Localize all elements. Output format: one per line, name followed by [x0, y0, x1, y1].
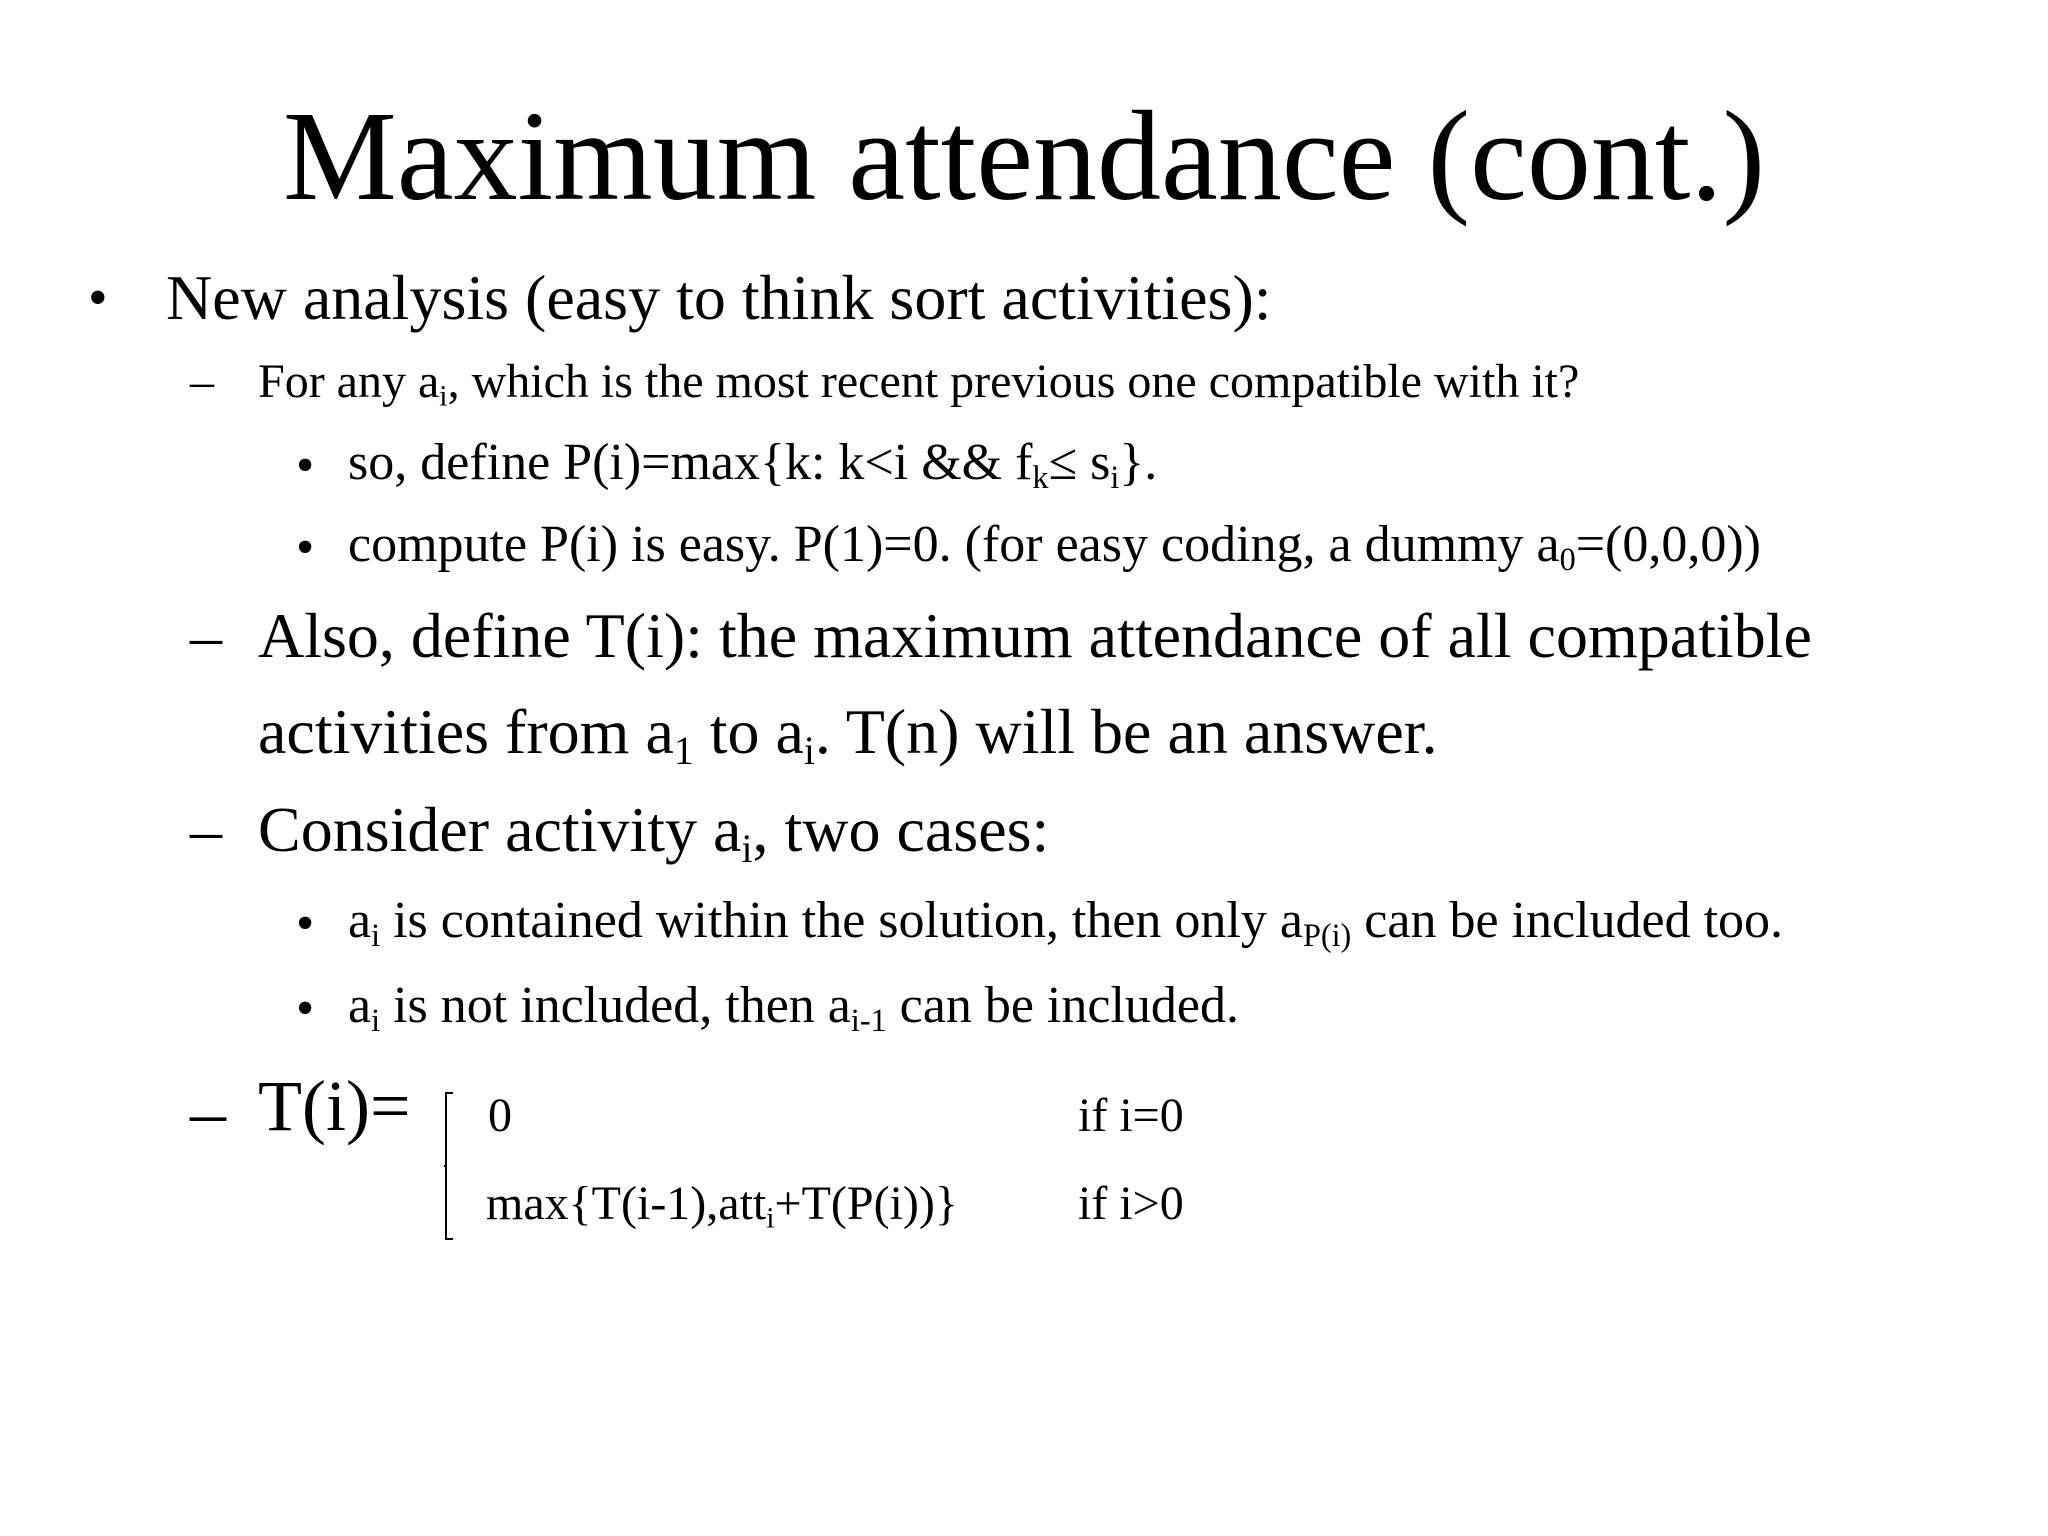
equation-lhs: T(i)= [258, 1066, 411, 1146]
bullet-dot-icon: • [296, 895, 315, 952]
slide-title: Maximum attendance (cont.) [282, 85, 1766, 227]
bullet-new-analysis: New analysis (easy to think sort activities): [166, 262, 1272, 333]
subbullet-define-t-line1: Also, define T(i): the maximum attendance of all compatible [258, 600, 1812, 671]
dash-icon: – [190, 355, 214, 408]
dash-icon: – [190, 794, 222, 865]
dash-icon: – [190, 1072, 226, 1152]
dash-icon: – [190, 600, 222, 671]
item-define-p: so, define P(i)=max{k: k<i && $f_k\le s_i$}. [348, 434, 1158, 496]
item-compute-p: compute P(i) is easy. P(1)=0. (for easy coding, a dummy $a_0=(0,0,0)$) [348, 516, 1761, 578]
equation-case2-value: max{T(i-1),att$_i$+T(P(i))} [486, 1177, 958, 1235]
equation-case1-condition: if i=0 [1078, 1089, 1184, 1142]
subbullet-most-recent-compatible: For any $a_i$, which is the most recent previous one compatible with it? [258, 355, 1580, 413]
equation-case2-condition: if i>0 [1078, 1177, 1184, 1230]
item-case-not-included: $a_i$ is not included, then $a_{i-1}$ can be included. [348, 977, 1239, 1039]
equation-brace [444, 1092, 454, 1240]
subbullet-consider-activity: Consider activity $a_i$, two cases: [258, 794, 1050, 872]
equation-case1-value: 0 [488, 1089, 512, 1142]
bullet-dot-icon: • [296, 980, 315, 1037]
item-case-contained: $a_i$ is contained within the solution, then only $a_{P(i)}$ can be included too. [348, 892, 1784, 954]
bullet-dot-icon: • [88, 267, 108, 329]
bullet-dot-icon: • [296, 437, 315, 494]
subbullet-define-t-line2: activities from $a_1$ to $a_i$. T(n) will be an answer. [258, 696, 1438, 774]
bullet-dot-icon: • [296, 519, 315, 576]
